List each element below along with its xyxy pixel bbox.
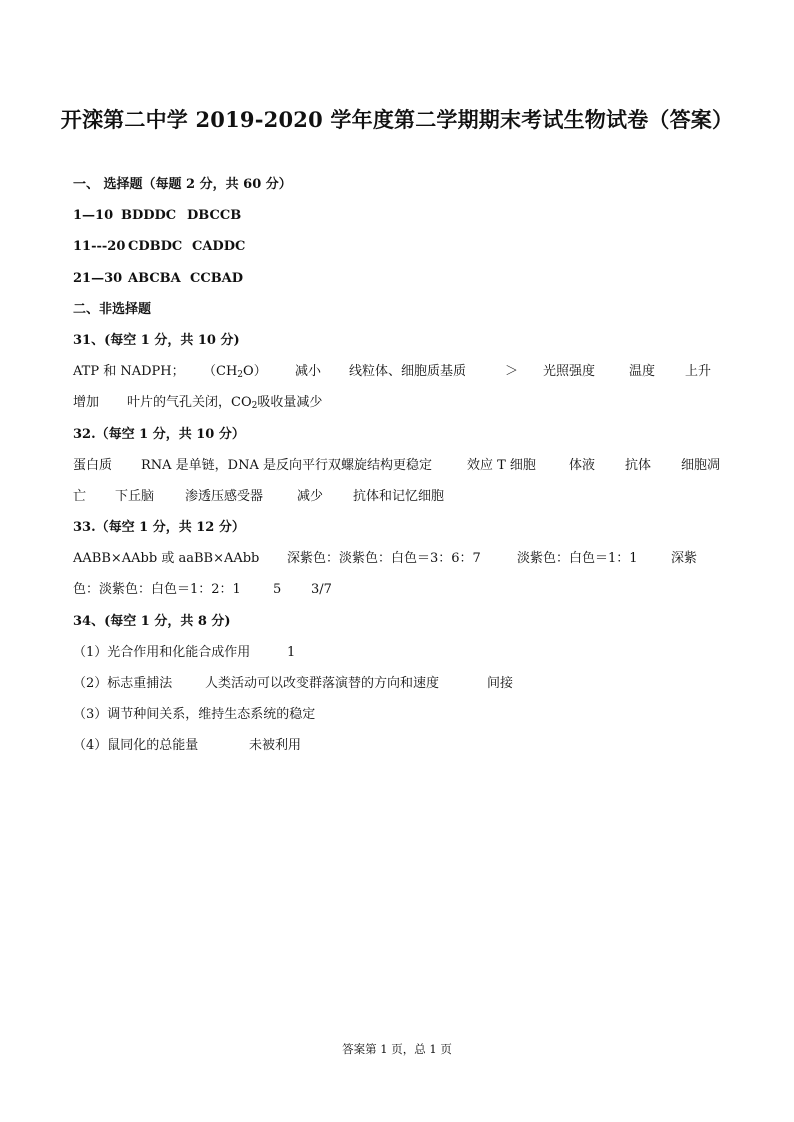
co2-sentence: 叶片的气孔关闭，$CO_2$吸收量减少 bbox=[127, 395, 323, 412]
q32-heading: 32.（每空 1 分，共 10 分） bbox=[73, 426, 245, 442]
q33-line-1: AABB×AAbb 或 aaBB×AAbb 深紫色：淡紫色：白色＝3：6：7 淡紫色：白色＝1：1 深紫 bbox=[73, 551, 698, 567]
mc-row-3: 21—30 ABCBA CCBAD bbox=[73, 270, 244, 286]
q34-item-3: （3）调节种间关系，维持生态系统的稳定 bbox=[73, 707, 316, 723]
q34-item-2: （2）标志重捕法 人类活动可以改变群落演替的方向和速度 间接 bbox=[73, 676, 514, 691]
q31-line-1: ATP 和 NADPH； $(CH_2O)$ 减小 线粒体、细胞质基质 ＞ 光照强度 温度 上升 bbox=[73, 361, 733, 392]
mc-row-2: 11---20 CDBDC CADDC bbox=[73, 239, 246, 255]
q34-item-1: （1）光合作用和化能合成作用 1 bbox=[73, 644, 296, 660]
q34-heading: 34、(每空 1 分，共 8 分) bbox=[73, 613, 231, 629]
page-footer: 答案第 1 页，总 1 页 bbox=[342, 1042, 452, 1056]
section1-heading: 一、 选择题（每题 2 分，共 60 分） bbox=[73, 177, 292, 192]
answer-content bbox=[73, 174, 733, 767]
q32-line-2: 亡 下丘脑 渗透压感受器 减少 抗体和记忆细胞 bbox=[73, 488, 445, 504]
section2-heading: 二、非选择题 bbox=[73, 301, 152, 317]
q33-line-2: 色：淡紫色：白色＝1：2：1 5 3/7 bbox=[73, 582, 332, 598]
q32-line-1: 蛋白质 RNA 是单链，DNA 是反向平行双螺旋结构更稳定 效应 T 细胞 体液 抗体 细胞凋 bbox=[73, 457, 721, 473]
q34-item-4: （4）鼠同化的总能量 未被利用 bbox=[73, 738, 302, 754]
mc-row-1: 1—10 BDDDC DBCCB bbox=[73, 208, 242, 224]
page-title: 开滦第二中学 2019-2020 学年度第二学期期末考试生物试卷（答案） bbox=[60, 107, 734, 132]
ch2o-formula: $(CH_2O)$ bbox=[203, 364, 267, 381]
q31-heading: 31、(每空 1 分，共 10 分) bbox=[73, 332, 240, 348]
q33-heading: 33.（每空 1 分，共 12 分） bbox=[73, 520, 245, 536]
q31-line-2: 增加 叶片的气孔关闭，$CO_2$吸收量减少 bbox=[73, 392, 733, 423]
